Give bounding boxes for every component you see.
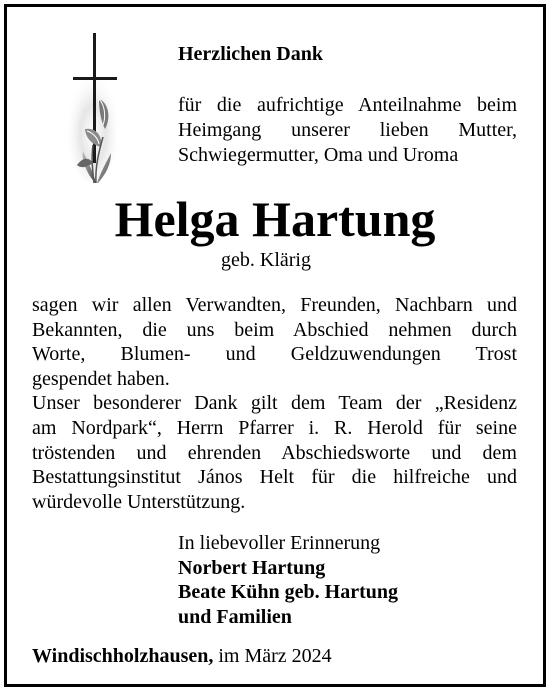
obituary-notice — [4, 4, 546, 687]
thanks-line: Schwiegermutter, Oma und Uroma — [178, 144, 459, 166]
signature-name: und Familien — [178, 605, 292, 628]
body-text — [32, 293, 517, 514]
cross-with-calla-lily-icon — [65, 33, 117, 191]
deceased-name: Helga Hartung — [114, 191, 436, 247]
body-line: tröstenden und ehrenden Abschiedsworte und dem — [32, 441, 517, 464]
thanks-line: Heimgang unserer lieben Mutter, — [178, 119, 517, 141]
body-line: am Nordpark“, Herrn Pfarrer i. R. Herold für seine — [32, 416, 517, 439]
signature-name: Norbert Hartung — [178, 556, 326, 579]
maiden-name: geb. Klärig — [221, 249, 311, 271]
signature-intro: In liebevoller Erinnerung — [178, 532, 381, 554]
body-line: Bestattungsinstitut János Helt für die hilfreiche und — [32, 466, 517, 489]
body-line: Unser besonderer Dank gilt dem Team der „Residenz — [32, 392, 517, 415]
body-line: sagen wir allen Verwandten, Freunden, Nachbarn und — [32, 294, 517, 316]
place-date-line — [32, 644, 332, 668]
thanks-line: für die aufrichtige Anteilnahme beim — [178, 94, 517, 116]
thanks-text — [178, 93, 517, 168]
body-line: Bekannten, die uns beim Abschied nehmen durch — [32, 318, 517, 341]
body-line: würdevolle Unterstützung. — [32, 490, 246, 513]
place: Windischholzhausen, — [32, 645, 214, 667]
body-line: gespendet haben. — [32, 367, 170, 390]
body-line: Worte, Blumen- und Geldzuwendungen Trost — [32, 343, 517, 366]
date: im März 2024 — [218, 645, 332, 667]
thanks-title: Herzlichen Dank — [178, 43, 323, 65]
signature-name: Beate Kühn geb. Hartung — [178, 581, 399, 603]
signature-block — [178, 531, 398, 629]
